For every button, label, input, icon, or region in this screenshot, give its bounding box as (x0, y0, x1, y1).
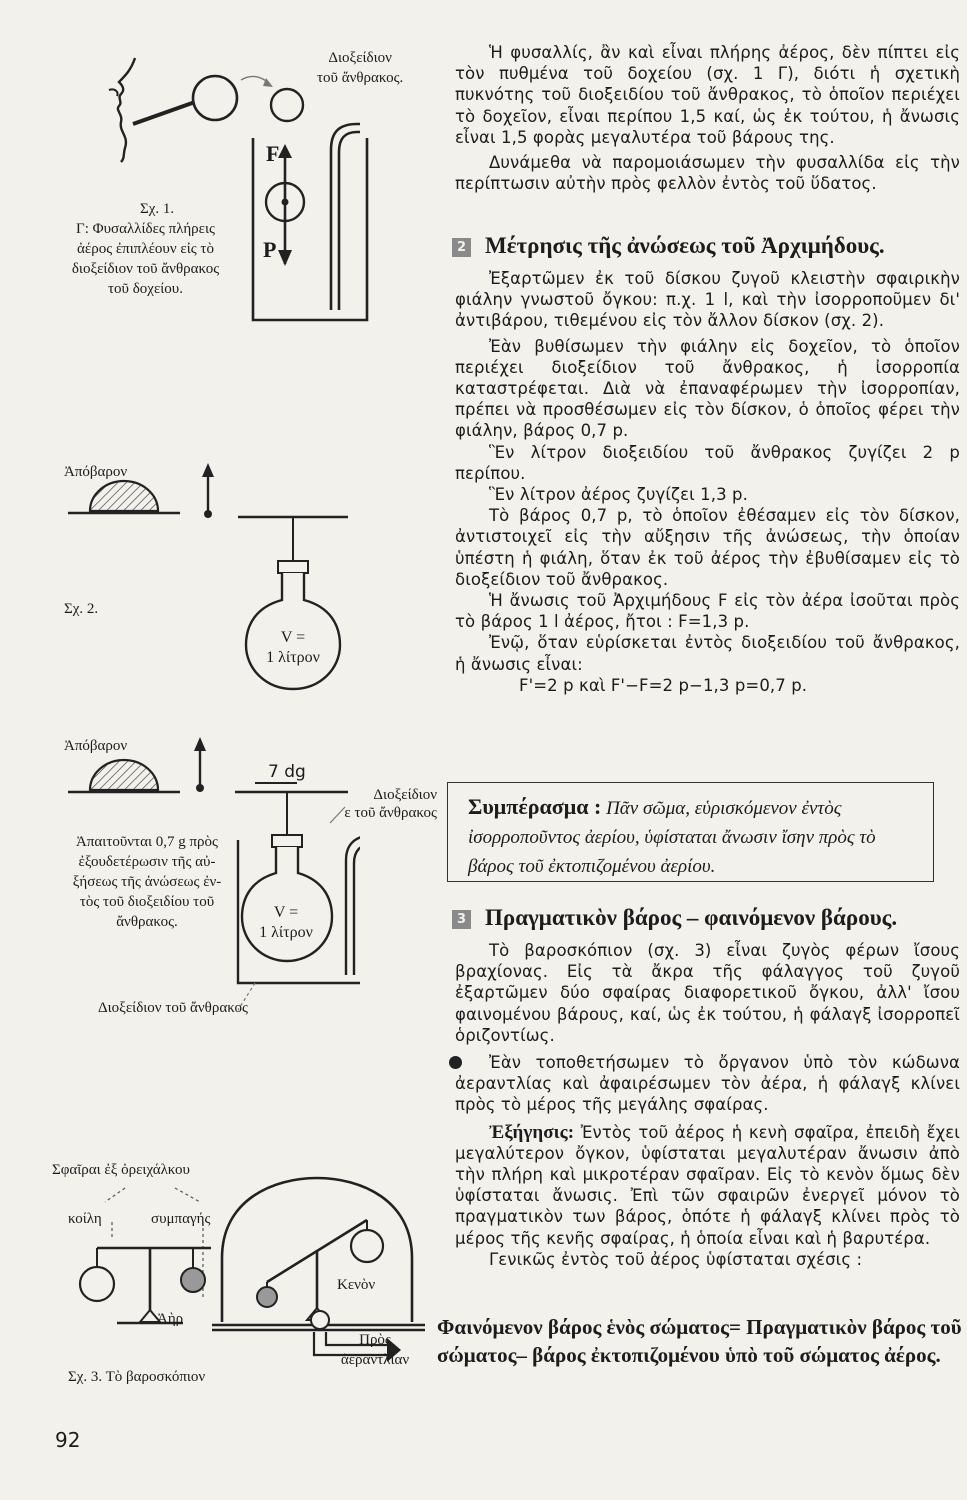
bullet-dot (449, 1056, 462, 1069)
section-3-heading (452, 904, 962, 932)
spheres-label: Σφαῖραι ἐξ ὀρειχάλκου (52, 1162, 190, 1178)
final-relation: Φαινόμενον βάρος ἑνὸς σώματος= Πραγματικὸν βάρος τοῦ σώματος– βάρος ἐκτοπιζομένου ὑπὸ τοῦ σώματος ἀέρος. (437, 1315, 962, 1367)
section-3-number: 3 (452, 910, 471, 929)
explanation-text: Ἐντὸς τοῦ ἀέρος ἡ κενὴ σφαῖρα, ἐπειδὴ ἔχει μεγαλύτερον ὄγκον, ὑφίσταται μεγαλυτέραν ἄνωσιν ἀπὸ τὴν πλήρη καὶ μικροτέραν σφαῖραν. Εἰς τὸ κενὸν ὅμως δὲν ὑφίσταται ἄνωσις. Ἐπὶ τῶν σφαιρῶν ἐνεργεῖ μόνον τὸ πραγματικὸν των βάρος, ὁπότε ἡ φάλαγξ κλίνει πρὸς τὸ μέρος τῆς κενῆς σφαίρας, ἡ ὁποία εἶναι καὶ ἡ βαρυτέρα. (455, 1122, 960, 1248)
figure-1-caption-line2: ἀέρος ἐπιπλέουν εἰς τὸ (77, 241, 214, 257)
intro-paragraphs (455, 42, 960, 194)
figure-1-caption-line4: τοῦ δοχείου. (108, 281, 183, 297)
buoyancy-formula: F'=2 p καὶ F'−F=2 p−1,3 p=0,7 p. (519, 675, 808, 695)
figure-1-number: Σχ. 1. (140, 201, 175, 217)
figure-3-caption: Σχ. 3. Τὸ βαροσκόπιον (68, 1369, 206, 1385)
force-f-label: F (266, 141, 280, 166)
air-label: Ἀὴρ (157, 1311, 184, 1327)
to-pump-line1: Πρὸς (359, 1332, 391, 1348)
vacuum-label: Κενὸν (337, 1277, 376, 1293)
paragraph-buoyancy-co2: Ἐνῷ, ὅταν εὑρίσκεται ἐντὸς διοξειδίου τοῦ ἄνθρακος, ἡ ἄνωσις εἶναι: (455, 633, 960, 674)
hollow-sphere-label: κοίλη (68, 1211, 102, 1227)
required-line1: Ἀπαιτοῦνται 0,7 g πρὸς (76, 834, 218, 850)
section-2-title: Μέτρησις τῆς ἀνώσεως τοῦ Ἀρχιμήδους. (485, 233, 885, 258)
figure-2-flask-volume (259, 628, 327, 668)
paragraph-bubble: Ἡ φυσαλλίς, ἂν καὶ εἶναι πλήρης ἀέρος, δὲν πίπτει εἰς τὸν πυθμένα τοῦ δοχείου (σχ. 1 Γ), διότι ἡ σχετικὴ πυκνότης τοῦ διοξειδίου τοῦ ἄνθρακος, τὸ ὁποῖον περιέχει τὸ δοχεῖον, εἶναι περίπου 1,5 καί, ὡς ἐκ τούτου, ἡ ἄνωσις εἶναι 1,5 φορὰς μεγαλυτέρα τοῦ βάρους της. (455, 43, 960, 147)
figure-1-caption-line3: διοξείδιον τοῦ ἄνθρακος (71, 261, 220, 277)
figure-1-caption (48, 219, 243, 299)
figure-2-volume-b-line2: 1 λίτρον (259, 924, 313, 941)
conclusion-label: Συμπέρασμα : (468, 794, 602, 819)
paragraph-buoyancy-air: Ἡ ἄνωσις τοῦ Ἀρχιμήδους F εἰς τὸν ἀέρα ἰσοῦται πρὸς τὸ βάρος 1 l ἀέρος, ἤτοι : F=1,3 p. (455, 591, 960, 632)
paragraph-bell-jar (455, 1052, 960, 1116)
conclusion-box (447, 782, 934, 882)
section-2-body (455, 268, 960, 696)
figure-2-number: Σχ. 2. (64, 601, 99, 617)
force-p-label: P (263, 237, 277, 262)
figure-2-gas-label-line2: ε τοῦ ἄνθρακος (344, 805, 437, 821)
section-3-body (455, 940, 960, 1270)
figure-2-gas-label-line1: Διοξείδιον (373, 787, 437, 803)
figure-2-volume-line1: V = (280, 629, 306, 646)
figure-2-flask-volume-b (251, 903, 321, 943)
paragraph-air-weight: Ἓν λίτρον ἀέρος ζυγίζει 1,3 p. (489, 485, 748, 505)
paragraph-baroscope: Τὸ βαροσκόπιον (σχ. 3) εἶναι ζυγὸς φέρων ἴσους βραχίονας. Εἰς τὰ ἄκρα τῆς φάλαγγος τοῦ ζυγοῦ ἐξαρτῶμεν δύο σφαίρας διαφορετικοῦ ὄγκου, ἀλλ' ἴσου φαινομένου βάρους, καί, ὡς ἐκ τούτου, ἡ φάλαγξ ἰσορροπεῖ ὁριζοντίως. (455, 941, 960, 1045)
conclusion-text: Πᾶν σῶμα, εὑρισκόμενον ἐντὸς ἰσορροποῦντος ἀερίου, ὑφίσταται ἄνωσιν ἴσην πρὸς τὸ βάρος τοῦ ἐκτοπιζομένου ἀερίου. (468, 798, 876, 877)
explanation-label: Ἐξήγησις: (489, 1121, 575, 1143)
figure-2-bottom-label: Διοξείδιον τοῦ ἄνθρακος (98, 1000, 248, 1016)
paragraph-co2-weight: Ἓν λίτρον διοξειδίου τοῦ ἄνθρακος ζυγίζει 2 p περίπου. (455, 442, 960, 483)
figure-1-gas-label-line2: τοῦ ἄνθρακος. (317, 70, 404, 86)
figure-1-gas-label-line1: Διοξείδιον (328, 50, 392, 66)
to-pump-label (330, 1330, 420, 1370)
paragraph-immerse: Ἐὰν βυθίσωμεν τὴν φιάλην εἰς δοχεῖον, τὸ ὁποῖον περιέχει διοξείδιον τοῦ ἄνθρακος, ἡ ἰσορροπία καταστρέφεται. Διὰ νὰ ἐπαναφέρωμεν τὴν ἰσορροπίαν, πρέπει νὰ προσθέσωμεν εἰς τὸν δίσκον, ὁ ὁποῖος φέρει τὴν φιάλην, βάρος 0,7 p. (455, 336, 960, 441)
paragraph-bell-jar-text: Ἐὰν τοποθετήσωμεν τὸ ὄργανον ὑπὸ τὸν κώδωνα ἀεραντλίας καὶ ἀφαιρέσωμεν τὸν ἀέρα, ἡ φάλαγξ κλίνει πρὸς τὸ μέρος τῆς μεγάλης σφαίρας. (455, 1053, 960, 1115)
paragraph-weight-explained: Τὸ βάρος 0,7 p, τὸ ὁποῖον ἐθέσαμεν εἰς τὸν δίσκον, ἀντιστοιχεῖ εἰς τὴν αὔξησιν τῆς ἀνώσεως, τὴν ὁποίαν ὑπέστη ἡ φιάλη, ὅταν ἐκ τοῦ ἀέρος τὴν ἐβυθίσαμεν εἰς τὸ διοξείδιον τοῦ ἄνθρακος. (455, 506, 960, 589)
figure-2-volume-b-line1: V = (273, 904, 299, 921)
figure-2-required-caption (48, 832, 246, 932)
required-line4: τὸς τοῦ διοξειδίου τοῦ (79, 894, 215, 910)
required-line2: ἐξουδετέρωσιν τῆς αὐ- (78, 854, 216, 870)
paragraph-flask: Ἐξαρτῶμεν ἐκ τοῦ δίσκου ζυγοῦ κλειστὴν σφαιρικὴν φιάλην γνωστοῦ ὄγκου: π.χ. 1 l, καὶ τὴν ἰσορροποῦμεν δι' ἀντιβάρου, τιθεμένου εἰς τὸν ἄλλον δίσκον (σχ. 2). (455, 269, 960, 331)
section-2-heading (452, 232, 962, 260)
figure-2-gas-label (312, 786, 437, 822)
section-3-title: Πραγματικὸν βάρος – φαινόμενον βάρους. (485, 905, 898, 930)
figure-2-tare-label-b: Ἀπόβαρον (64, 738, 128, 754)
required-line5: ἄνθρακος. (116, 914, 178, 930)
paragraph-general: Γενικῶς ἐντὸς τοῦ ἀέρος ὑφίσταται σχέσις : (489, 1249, 863, 1269)
paragraph-cork: Δυνάμεθα νὰ παρομοιάσωμεν τὴν φυσαλλίδα εἰς τὴν περίπτωσιν αὐτὴν πρὸς φελλὸν ἐντὸς τοῦ ὕδατος. (455, 153, 960, 194)
required-line3: ξήσεως τῆς ἀνώσεως ἐν- (72, 874, 222, 890)
page-number: 92 (55, 1428, 81, 1452)
mass-7dg-label: 7 dg (268, 762, 306, 782)
section-2-number: 2 (452, 238, 471, 257)
paragraph-explanation (455, 1122, 960, 1249)
figure-1-caption-line1: Γ: Φυσαλλίδες πλήρεις (76, 221, 215, 237)
figure-2-tare-label: Ἀπόβαρον (64, 464, 128, 480)
figure-1-gas-label (317, 48, 403, 88)
to-pump-line2: ἀεραντλίαν (340, 1352, 410, 1368)
figure-2-volume-line2: 1 λίτρον (266, 649, 320, 666)
solid-sphere-label: συμπαγής (151, 1211, 211, 1227)
